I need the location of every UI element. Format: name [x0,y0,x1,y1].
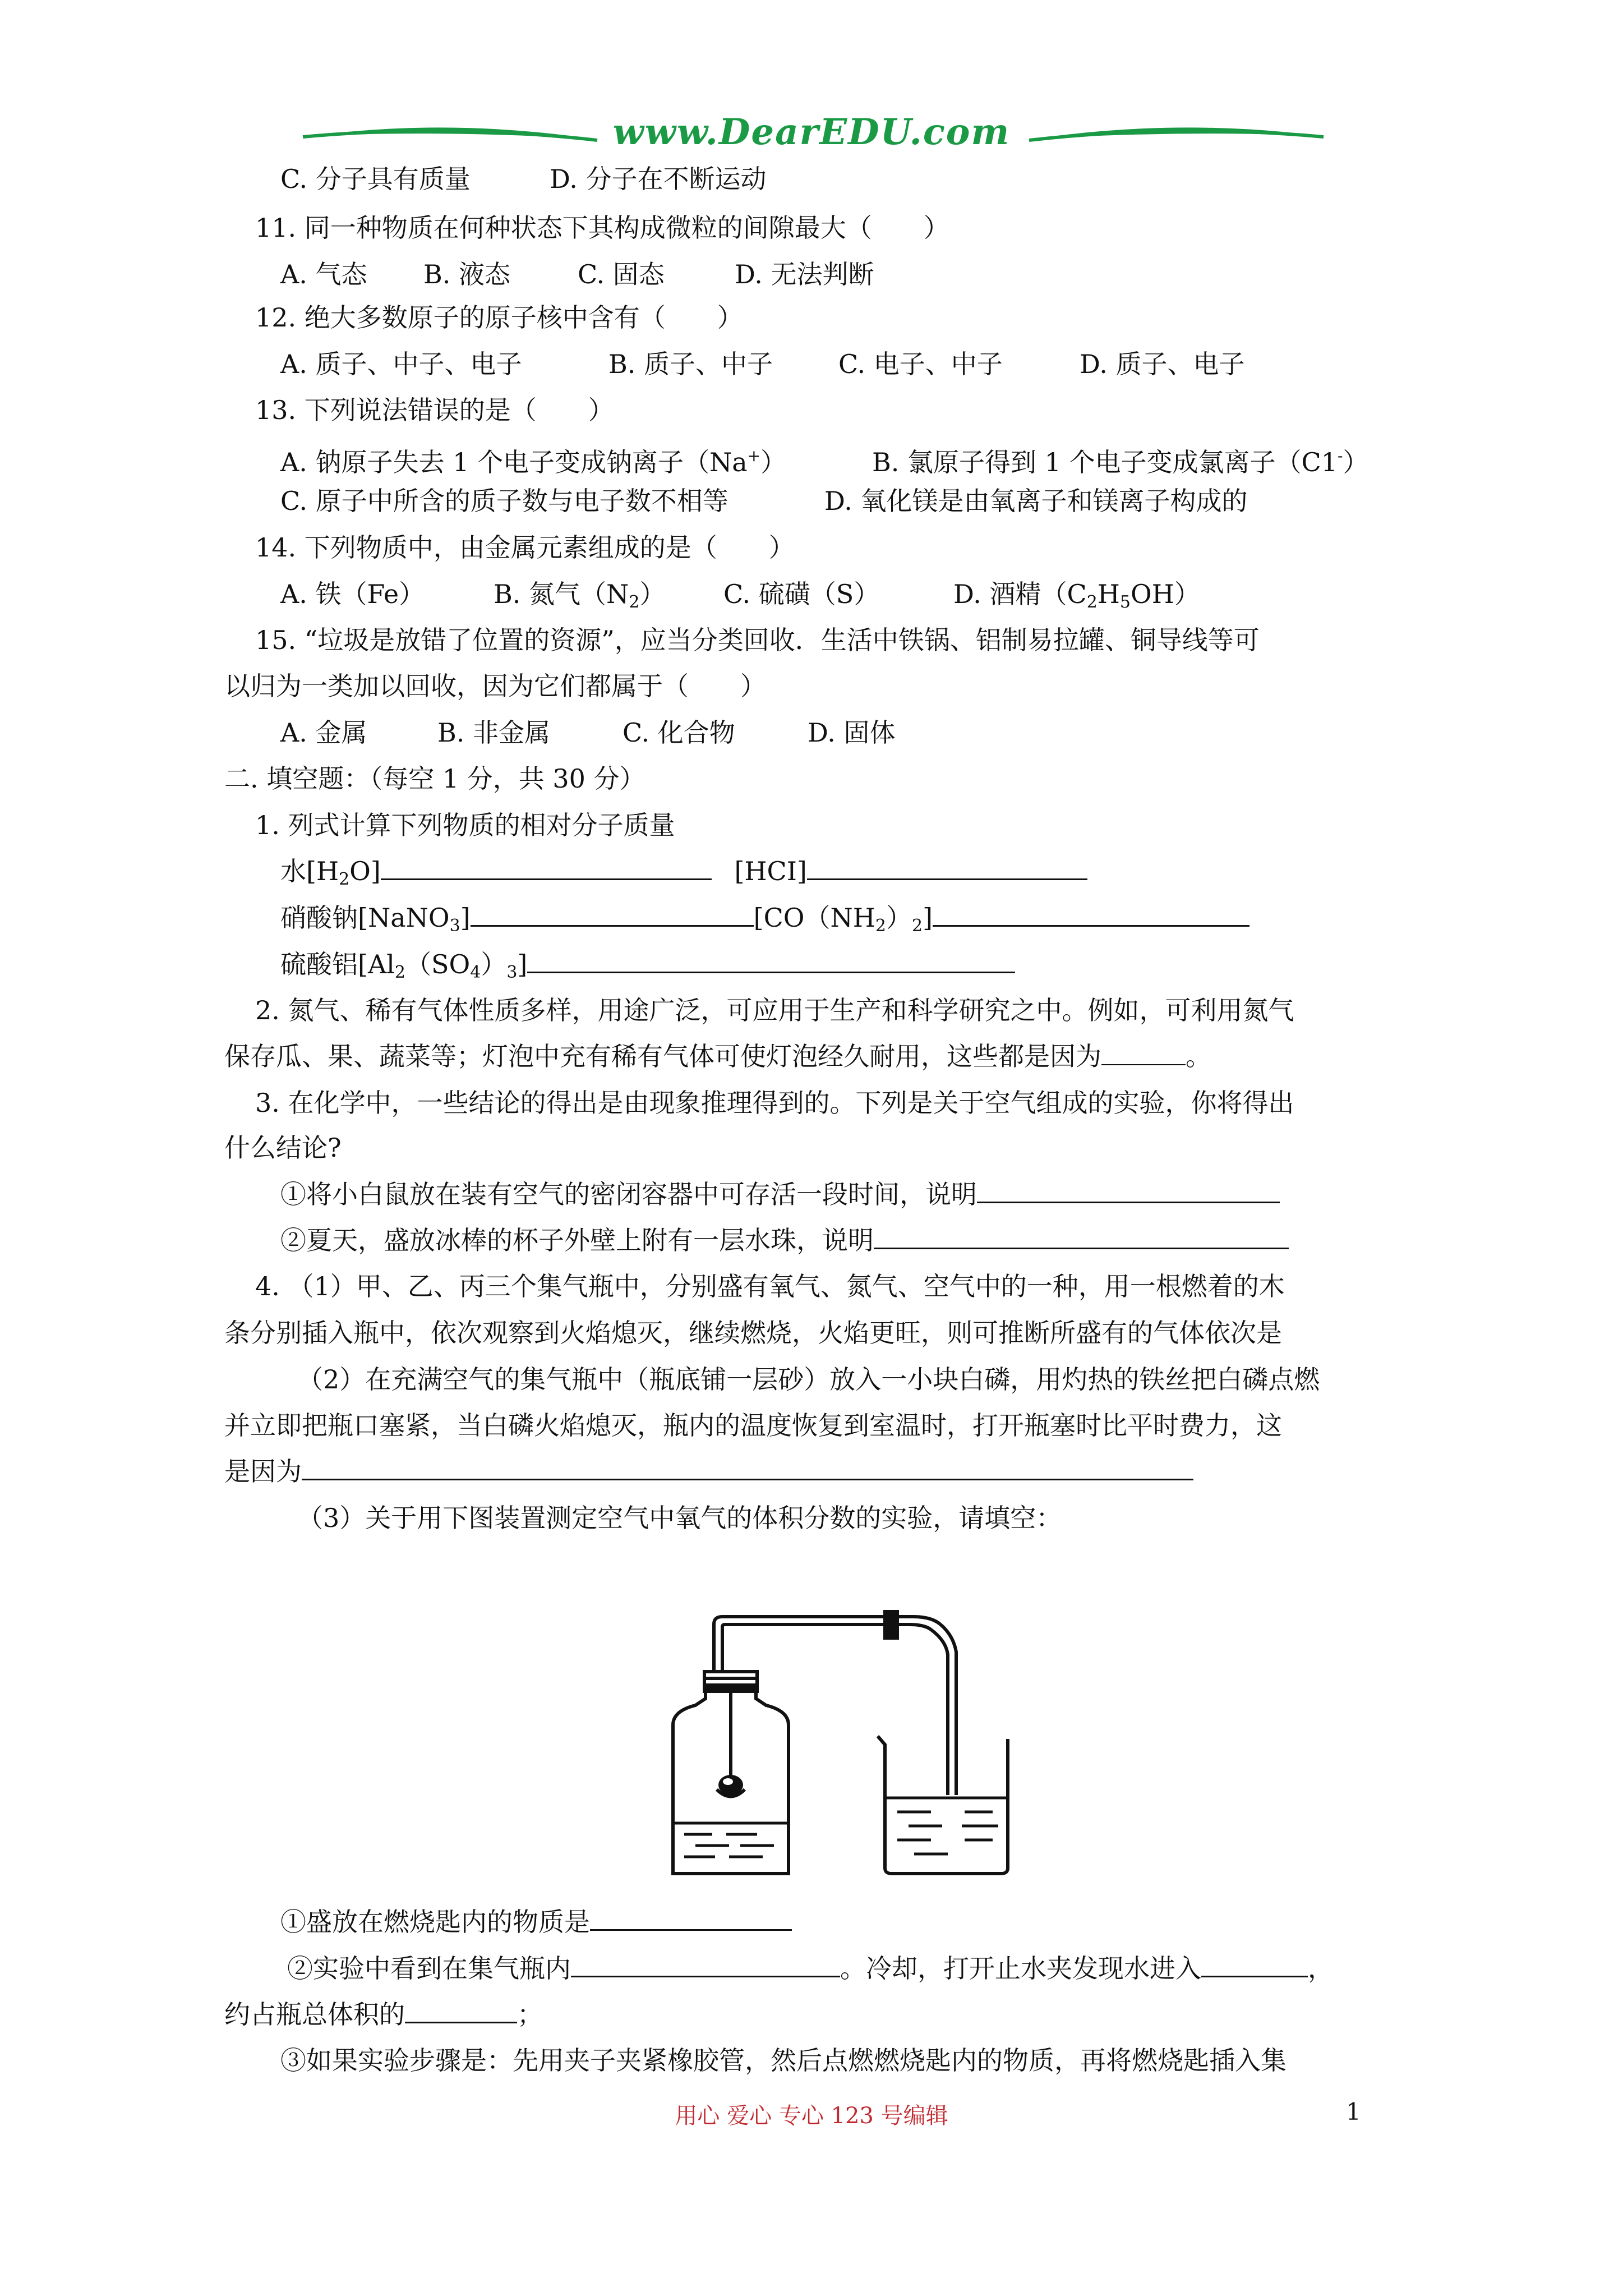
oxygen-measurement-apparatus-diagram [651,1610,1043,1879]
f4-step-1-blank[interactable] [590,1904,792,1931]
f4-step-3: ③如果实验步骤是：先用夹子夹紧橡胶管，然后点燃燃烧匙内的物质，再将燃烧匙插入集 [280,2045,1287,2076]
f1-nano3-blank[interactable] [471,900,754,927]
q12-stem: 12. 绝大多数原子的原子核中含有（ ） [255,302,743,333]
f2-line-2: 保存瓜、果、蔬菜等；灯泡中充有稀有气体可使灯泡经久耐用，这些都是因为 。 [224,1039,1211,1074]
f4-step-2-cont: 约占瓶总体积的 ； [224,1997,543,2032]
brand-logo-text: www.DearEDU.com [612,111,1011,153]
q15-line-1: 15. “垃圾是放错了位置的资源”，应当分类回收．生活中铁锅、铝制易拉罐、铜导线等可 [255,625,1260,655]
q14-option-c: C. 硫磺（S） [723,579,880,609]
f2-line-1: 2. 氮气、稀有气体性质多样，用途广泛，可应用于生产和科学研究之中。例如，可利用氮气 [255,995,1294,1025]
q13-stem: 13. 下列说法错误的是（ ） [255,395,614,425]
q12-option-a: A. 质子、中子、电子 [280,349,522,379]
f1-hcl-blank[interactable] [807,854,1087,880]
q15-line-2: 以归为一类加以回收，因为它们都属于（ ） [224,671,766,701]
section-2-title: 二. 填空题：（每空 1 分，共 30 分） [224,763,645,794]
q12-option-d: D. 质子、电子 [1080,349,1245,379]
q13-option-b: B. 氯原子得到 1 个电子变成氯离子（C1-） [872,447,1369,477]
f1-al2so43-blank[interactable] [527,947,1015,973]
f1-water-row: 水$[H_2O]$ [HCI] [280,854,1087,897]
page-number: 1 [1346,2098,1361,2125]
q15-option-d: D. 固体 [808,717,896,748]
f4-step-2-blank-c[interactable] [405,1997,517,2023]
q11-option-c: C. 固态 [578,259,665,289]
q11-option-d: D. 无法判断 [735,259,874,289]
q13-option-a: A. 钠原子失去 1 个电子变成钠离子（Na+） [280,447,787,477]
q10-option-d: D. 分子在不断运动 [550,164,767,194]
q10-option-c: C. 分子具有质量 [280,164,471,194]
f4-p2-line-1: （2）在充满空气的集气瓶中（瓶底铺一层砂）放入一小块白磷，用灼热的铁丝把白磷点燃 [297,1364,1320,1395]
f4-step-2-blank-b[interactable] [1201,1951,1308,1977]
q15-option-b: B. 非金属 [437,717,551,748]
q11-option-a: A. 气态 [280,259,367,289]
q14-option-d: D. 酒精$(C_2H_5OH)$ [953,579,1200,612]
q14-stem: 14. 下列物质中，由金属元素组成的是（ ） [255,532,795,563]
apparatus-figure [651,1610,1043,1881]
q11-option-b: B. 液态 [423,259,511,289]
f4-p1-line-2: 条分别插入瓶中，依次观察到火焰熄灭，继续燃烧，火焰更旺，则可推断所盛有的气体依次是 [224,1318,1282,1348]
f3-line-1: 3. 在化学中，一些结论的得出是由现象推理得到的。下列是关于空气组成的实验，你将得出 [255,1088,1294,1118]
q12-option-b: B. 质子、中子 [608,349,773,379]
f4-p2-line-3: 是因为 [224,1454,1193,1489]
q12-option-c: C. 电子、中子 [838,349,1003,379]
f4-p2-line-2: 并立即把瓶口塞紧，当白磷火焰熄灭，瓶内的温度恢复到室温时，打开瓶塞时比平时费力，这 [224,1410,1282,1441]
f1-al2so43-row: 硫酸铝$[Al_2(SO_4)_3]$ [280,947,1015,990]
f3-item-2: ②夏天，盛放冰棒的杯子外壁上附有一层水珠，说明 [280,1223,1289,1258]
f1-nano3-row: 硝酸钠[NaNO$_3$] $[CO(NH_2)_2]$ [280,900,1249,944]
f3-line-2: 什么结论? [224,1133,342,1163]
f4-step-1: ①盛放在燃烧匙内的物质是 [280,1904,792,1939]
q13-option-d: D. 氧化镁是由氧离子和镁离子构成的 [824,486,1248,516]
f2-blank[interactable] [1101,1039,1186,1065]
f1-urea-blank[interactable] [933,900,1249,927]
f3-item-1: ①将小白鼠放在装有空气的密闭容器中可存活一段时间，说明 [280,1177,1280,1212]
q14-option-b: B. 氮气$(N_2)$ [494,579,666,612]
q15-option-c: C. 化合物 [623,717,735,748]
f3-item-2-blank[interactable] [874,1223,1289,1249]
water-stop-clamp [885,1610,897,1638]
footer-editor-note: 用心 爱心 专心 123 号编辑 [675,2103,948,2129]
f3-item-1-blank[interactable] [977,1177,1280,1203]
f4-p3: （3）关于用下图装置测定空气中氧气的体积分数的实验，请填空： [297,1503,1062,1533]
f4-p2-blank[interactable] [302,1454,1193,1480]
q11-stem: 11. 同一种物质在何种状态下其构成微粒的间隙最大（ ） [255,213,949,243]
f4-step-2-blank-a[interactable] [571,1951,840,1977]
q14-option-a: A. 铁（Fe） [280,579,425,609]
header-banner [0,95,1623,180]
f1-stem: 1. 列式计算下列物质的相对分子质量 [255,810,675,840]
q15-option-a: A. 金属 [280,717,367,748]
white-phosphorus [718,1775,743,1795]
f4-step-2: ②实验中看到在集气瓶内 。冷却，打开止水夹发现水进入 ， [287,1951,1334,1986]
f1-water-blank[interactable] [381,854,712,880]
f4-p1-line-1: 4. （1）甲、乙、丙三个集气瓶中，分别盛有氧气、氮气、空气中的一种，用一根燃着的木 [255,1271,1285,1301]
q13-option-c: C. 原子中所含的质子数与电子数不相等 [280,486,728,516]
